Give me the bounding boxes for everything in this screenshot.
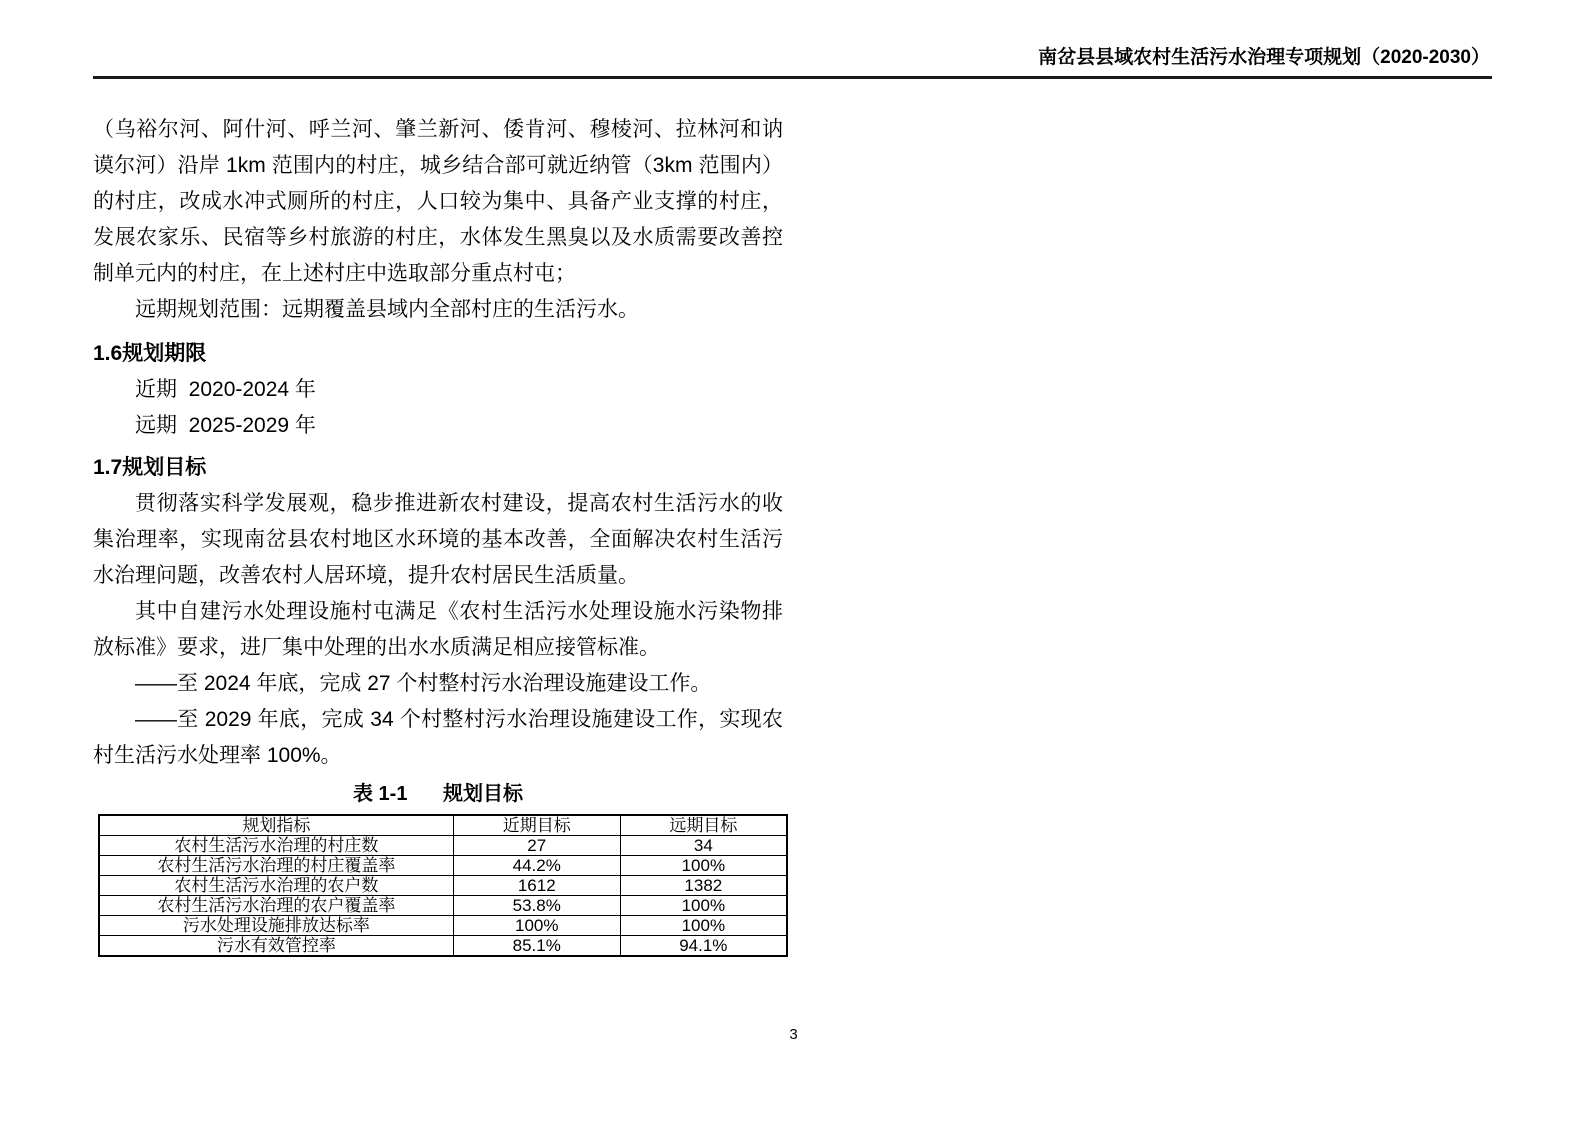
table-row xyxy=(99,916,787,936)
column-header-indicator: 规划指标 xyxy=(99,815,453,836)
table-row xyxy=(99,876,787,896)
page-number: 3 xyxy=(789,1026,798,1043)
table-cell-near: 44.2% xyxy=(453,856,620,876)
table-cell-indicator: 农村生活污水治理的村庄数 xyxy=(99,836,453,856)
page-header xyxy=(93,0,1492,79)
table-row xyxy=(99,856,787,876)
paragraph-scope-continuation: （乌裕尔河、阿什河、呼兰河、肇兰新河、倭肯河、穆棱河、拉林河和讷谟尔河）沿岸 1km 范围内的村庄，城乡结合部可就近纳管（3km 范围内）的村庄，改成水冲式厕所的村庄，人口较为集中、具备产业支撑的村庄，发展农家乐、民宿等乡村旅游的村庄，水体发生黑臭以及水质需要改善控制单元内的村庄，在上述村庄中选取部分重点村屯； xyxy=(93,118,783,285)
table-cell-far: 94.1% xyxy=(620,936,787,957)
section-heading-planning-period: 1.6规划期限 xyxy=(93,342,207,365)
table-cell-far: 100% xyxy=(620,896,787,916)
table-header-row xyxy=(99,815,787,836)
table-cell-indicator: 污水有效管控率 xyxy=(99,936,453,957)
column-header-near-term: 近期目标 xyxy=(453,815,620,836)
section-heading-planning-goals: 1.7规划目标 xyxy=(93,456,207,479)
table-cell-near: 85.1% xyxy=(453,936,620,957)
table-row xyxy=(99,896,787,916)
table-caption-title: 规划目标 xyxy=(443,783,524,805)
paragraph-far-term-scope: 远期规划范围：远期覆盖县域内全部村庄的生活污水。 xyxy=(135,298,639,321)
table-cell-indicator: 农村生活污水治理的农户覆盖率 xyxy=(99,896,453,916)
header-title: 南岔县县域农村生活污水治理专项规划（2020-2030） xyxy=(1038,47,1490,68)
table-cell-indicator: 农村生活污水治理的村庄覆盖率 xyxy=(99,856,453,876)
table-cell-far: 100% xyxy=(620,856,787,876)
table-row xyxy=(99,836,787,856)
table-cell-indicator: 农村生活污水治理的农户数 xyxy=(99,876,453,896)
document-body xyxy=(93,112,783,957)
table-cell-near: 100% xyxy=(453,916,620,936)
paragraph-goal-2029: ——至 2029 年底，完成 34 个村整村污水治理设施建设工作，实现农村生活污水处理率 100%。 xyxy=(93,708,783,767)
table-cell-far: 100% xyxy=(620,916,787,936)
table-caption xyxy=(93,779,783,810)
column-header-far-term: 远期目标 xyxy=(620,815,787,836)
paragraph-goal-standards: 其中自建污水处理设施村屯满足《农村生活污水处理设施水污染物排放标准》要求，进厂集中处理的出水水质满足相应接管标准。 xyxy=(93,600,783,659)
table-cell-near: 1612 xyxy=(453,876,620,896)
table-cell-near: 27 xyxy=(453,836,620,856)
near-term-period-line: 近期 2020-2024 年 xyxy=(135,378,316,401)
table-cell-far: 1382 xyxy=(620,876,787,896)
table-cell-far: 34 xyxy=(620,836,787,856)
paragraph-goal-2024: ——至 2024 年底，完成 27 个村整村污水治理设施建设工作。 xyxy=(135,672,712,695)
table-row xyxy=(99,936,787,957)
table-cell-indicator: 污水处理设施排放达标率 xyxy=(99,916,453,936)
far-term-period-line: 远期 2025-2029 年 xyxy=(135,414,316,437)
planning-goals-table xyxy=(98,814,788,957)
paragraph-goal-overview: 贯彻落实科学发展观，稳步推进新农村建设，提高农村生活污水的收集治理率，实现南岔县农村地区水环境的基本改善，全面解决农村生活污水治理问题，改善农村人居环境，提升农村居民生活质量。 xyxy=(93,492,783,587)
table-cell-near: 53.8% xyxy=(453,896,620,916)
table-caption-label: 表 1-1 xyxy=(352,783,408,805)
